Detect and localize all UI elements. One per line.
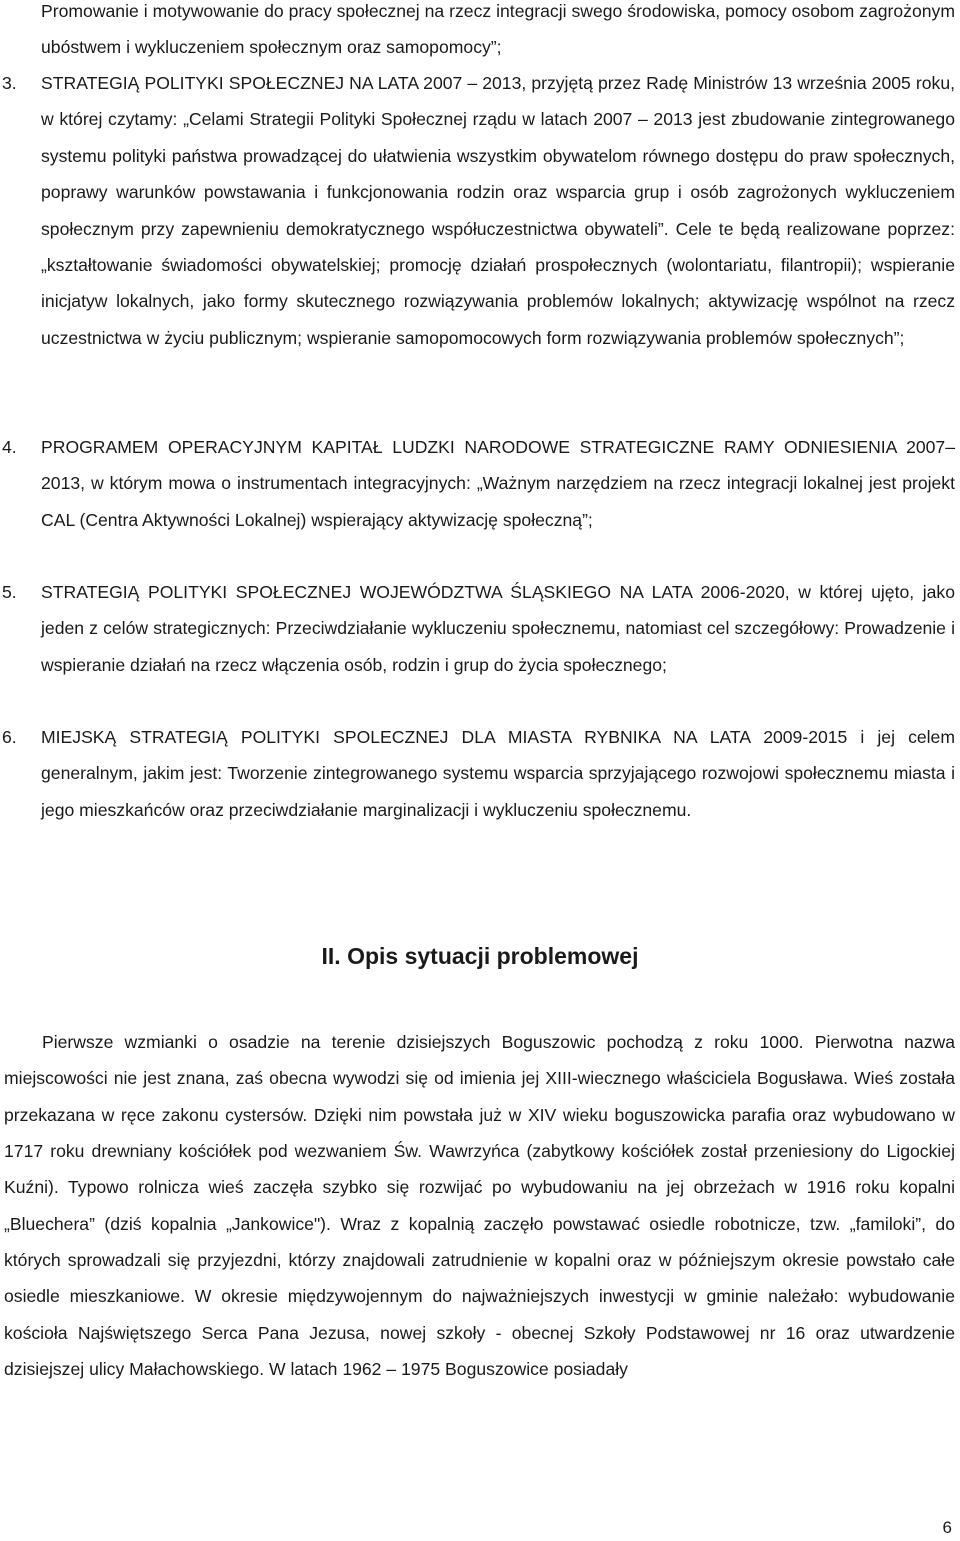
item-text: STRATEGIĄ POLITYKI SPOŁECZNEJ WOJEWÓDZTWA ŚLĄSKIEGO NA LATA 2006-2020, w której ujęto, jako jeden z celów strategicznych: Przeciwdziałanie wykluczeniu społecznemu, natomiast cel szczegółowy: Prowadzenie i wspieranie działań na rzecz włączenia osób, rodzin i grup do życia społecznego;: [41, 582, 955, 675]
item-text: STRATEGIĄ POLITYKI SPOŁECZNEJ NA LATA 2007 – 2013, przyjętą przez Radę Ministrów 13 września 2005 roku, w której czytamy: „Celami Strategii Polityki Społecznej rządu w latach 2007 – 2013 jest zbudowanie zintegrowanego systemu polityki państwa prowadzącej do ułatwienia wszystkim obywatelom równego dostępu do praw społecznych, poprawy warunków powstawania i funkcjonowania rodzin oraz wsparcia grup i osób zagrożonych wykluczeniem społecznym przy zapewnieniu demokratycznego współuczestnictwa obywateli”. Cele te będą realizowane poprzez: „kształtowanie świadomości obywatelskiej; promocję działań prospołecznych (wolontariatu, filantropii); wspieranie inicjatyw lokalnych, jako formy skutecznego rozwiązywania problemów lokalnych; aktywizację wspólnot na rzecz uczestnictwa w życiu publicznym; wspieranie samopomocowych form rozwiązywania problemów społecznych”;: [41, 73, 955, 348]
page-number: 6: [942, 1518, 952, 1537]
item-number: 5.: [2, 582, 17, 602]
item-4: [0, 429, 955, 538]
item-text: MIEJSKĄ STRATEGIĄ POLITYKI SPOLECZNEJ DLA MIASTA RYBNIKA NA LATA 2009-2015 i jej celem generalnym, jakim jest: Tworzenie zintegrowanego systemu wsparcia sprzyjającego rozwojowi społecznemu miasta i jego mieszkańców oraz przeciwdziałanie marginalizacji i wykluczeniu społecznemu.: [41, 727, 955, 820]
section-heading: II. Opis sytuacji problemowej: [321, 943, 639, 969]
item-3: [0, 65, 955, 356]
item-number: 4.: [2, 437, 17, 457]
intro-text: Promowanie i motywowanie do pracy społecznej na rzecz integracji swego środowiska, pomocy osobom zagrożonym ubóstwem i wykluczeniem społecznym oraz samopomocy”;: [41, 1, 955, 58]
item-5: [0, 574, 955, 683]
item-6: [0, 719, 955, 828]
section-paragraph: Pierwsze wzmianki o osadzie na terenie dzisiejszych Boguszowic pochodzą z roku 1000. Pierwotna nazwa miejscowości nie jest znana, zaś obecna wywodzi się od imienia jej XIII-wiecznego właściciela Bogusława. Wieś została przekazana w ręce zakonu cystersów. Dzięki nim powstała już w XIV wieku boguszowicka parafia oraz wybudowano w 1717 roku drewniany kościółek pod wezwaniem Św. Wawrzyńca (zabytkowy kościółek został przeniesiony do Ligockiej Kuźni). Typowo rolnicza wieś zaczęła szybko się rozwijać po wybudowaniu na jej obrzeżach w 1916 roku kopalni „Bluechera” (dziś kopalnia „Jankowice"). Wraz z kopalnią zaczęło powstawać osiedle robotnicze, tzw. „familoki”, do których sprowadzali się przyjezdni, którzy znajdowali zatrudnienie w kopalni oraz w późniejszym okresie powstało całe osiedle mieszkaniowe. W okresie międzywojennym do najważniejszych inwestycji w gminie należało: wybudowanie kościoła Najświętszego Serca Pana Jezusa, nowej szkoły - obecnej Szkoły Podstawowej nr 16 oraz utwardzenie dzisiejszej ulicy Małachowskiego. W latach 1962 – 1975 Boguszowice posiadały: [4, 1032, 955, 1380]
item-number: 3.: [2, 73, 17, 93]
item-number: 6.: [2, 727, 17, 747]
item-text: PROGRAMEM OPERACYJNYM KAPITAŁ LUDZKI NARODOWE STRATEGICZNE RAMY ODNIESIENIA 2007–2013, w którym mowa o instrumentach integracyjnych: „Ważnym narzędziem na rzecz integracji lokalnej jest projekt CAL (Centra Aktywności Lokalnej) wspierający aktywizację społeczną”;: [41, 437, 955, 530]
intro-continuation: [41, 0, 955, 66]
